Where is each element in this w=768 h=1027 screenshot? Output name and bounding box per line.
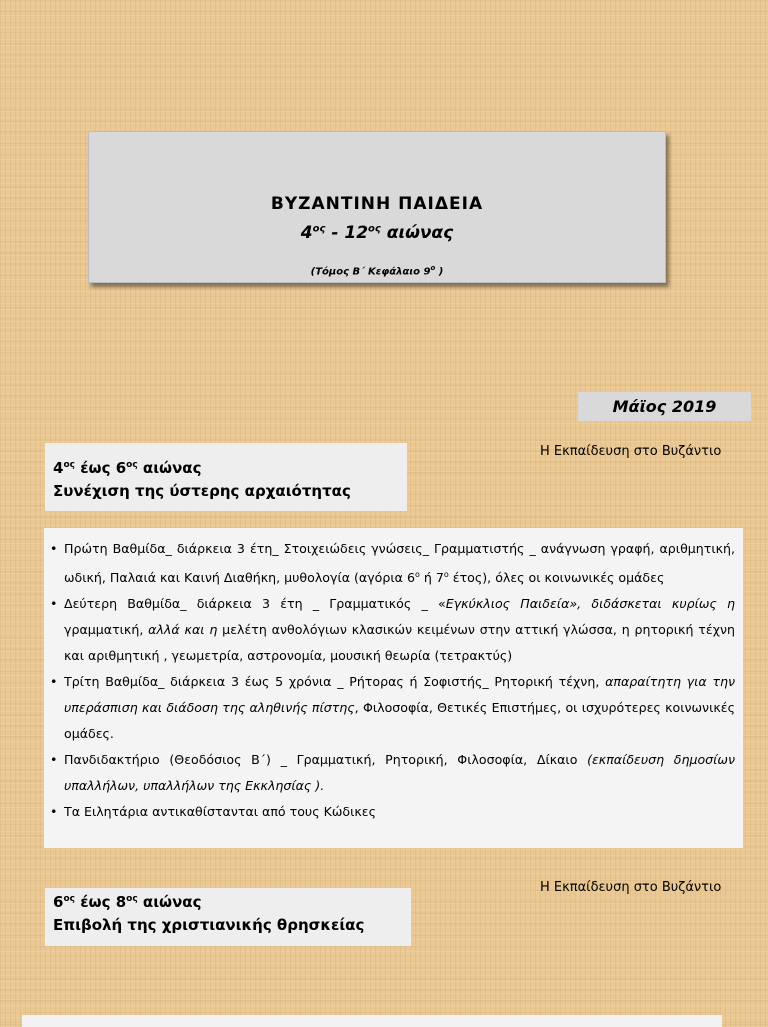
pandidaktirio-italic-b: (εκπαίδευση δημοσίων υπαλλήλων, υπαλλήλων της Εκκλησίας ). bbox=[64, 752, 735, 794]
first-level-text-d: έτος), όλες οι κοινωνικές ομάδες bbox=[448, 570, 665, 586]
period-header-1 bbox=[45, 443, 407, 511]
section-caption-2: Η Εκπαίδευση στο Βυζάντιο bbox=[540, 880, 722, 895]
period-2-to-suffix: ος bbox=[126, 894, 138, 904]
volume-note-end: ) bbox=[435, 266, 444, 278]
range-dash: - bbox=[325, 223, 345, 243]
date-badge: Μάϊος 2019 bbox=[578, 392, 751, 421]
volume-note-sup: ο bbox=[430, 264, 436, 272]
century-range bbox=[89, 223, 665, 243]
scrolls-text-b: αντικαθίστανται από τους bbox=[148, 804, 324, 820]
period-2-from: 6 bbox=[53, 893, 64, 911]
period-1-word: αιώνας bbox=[137, 459, 202, 477]
period-1-subtitle: Συνέχιση της ύστερης αρχαιότητας bbox=[53, 482, 351, 500]
next-content-panel bbox=[22, 1015, 722, 1027]
period-2-from-suffix: ος bbox=[63, 894, 75, 904]
period-1-centuries bbox=[53, 459, 202, 477]
third-level-text-a: Ρητορική τέχνη, bbox=[488, 674, 606, 690]
period-1-from: 4 bbox=[53, 459, 64, 477]
period-2-subtitle: Επιβολή της χριστιανικής θρησκείας bbox=[53, 916, 365, 934]
list-item-third-level bbox=[50, 669, 735, 747]
period-1-to-suffix: ος bbox=[126, 460, 138, 470]
first-level-text-b: _ ανάγνωση γραφή, αριθμητική, ωδική, Παλαιά και Καινή Διαθήκη, μυθολογία (αγόρια 6 bbox=[64, 541, 736, 586]
second-level-emphasis: (τετρακτύς) bbox=[434, 648, 513, 664]
scrolls-term: Ειλητάρια bbox=[84, 804, 149, 820]
second-level-text-a: γραμματική, bbox=[64, 622, 149, 638]
period-1-from-suffix: ος bbox=[63, 460, 75, 470]
second-level-curriculum-rest: , διδάσκεται κυρίως η bbox=[577, 596, 735, 612]
list-item-second-level bbox=[50, 591, 735, 669]
education-levels-list bbox=[44, 528, 743, 825]
list-item-pandidaktirio bbox=[50, 747, 735, 799]
list-item-first-level bbox=[50, 536, 735, 591]
third-level-italic-b: απαραίτητη για την υπεράσπιση και διάδοση της αληθινής πίστης bbox=[64, 674, 735, 716]
first-level-text-c: ή 7 bbox=[419, 570, 444, 586]
first-level-teacher: Γραμματιστής bbox=[434, 541, 525, 556]
title-card bbox=[88, 131, 666, 283]
period-2-word: αιώνας bbox=[137, 893, 202, 911]
range-end-suffix: ος bbox=[368, 223, 381, 235]
codices-term: Κώδικες bbox=[323, 804, 376, 820]
range-start: 4 bbox=[300, 223, 313, 243]
period-2-centuries bbox=[53, 893, 202, 911]
volume-note bbox=[89, 264, 665, 277]
first-level-sup-1: ο bbox=[414, 570, 420, 579]
period-2-middle: έως 8 bbox=[74, 893, 127, 911]
section-caption-1: Η Εκπαίδευση στο Βυζάντιο bbox=[540, 444, 722, 459]
third-level-heading: Τρίτη Βαθμίδα_ διάρκεια 3 έως 5 χρόνια _ Ρήτορας ή Σοφιστής_ bbox=[64, 674, 489, 690]
range-word: αιώνας bbox=[380, 223, 454, 243]
first-level-sup-2: ο bbox=[443, 570, 449, 579]
second-level-italic-b: αλλά και η bbox=[148, 622, 218, 638]
third-level-text-c: , Φιλοσοφία, Θετικές Επιστήμες, οι ισχυρότερες κοινωνικές ομάδες. bbox=[64, 700, 735, 742]
list-item-scrolls-codices bbox=[50, 799, 735, 825]
education-levels-panel bbox=[44, 528, 743, 848]
second-level-text-c: μελέτη ανθολόγιων κλασικών κειμένων στην αττική γλώσσα, η ρητορική τέχνη και αριθμητική , γεωμετρία, αστρονομία, μουσική θεωρία bbox=[64, 622, 735, 664]
second-level-heading: Δεύτερη Βαθμίδα_ διάρκεια 3 έτη _ Γραμματικός _ « bbox=[64, 596, 446, 612]
page-title: ΒΥΖΑΝΤΙΝΗ ΠΑΙΔΕΙΑ bbox=[270, 194, 484, 214]
period-1-middle: έως 6 bbox=[74, 459, 127, 477]
first-level-heading: Πρώτη Βαθμίδα_ διάρκεια 3 έτη_ bbox=[64, 541, 279, 556]
pandidaktirio-heading: Πανδιδακτήριο bbox=[64, 752, 160, 768]
period-header-2 bbox=[45, 888, 411, 946]
pandidaktirio-text-a: (Θεοδόσιος Β΄) _ Γραμματική, Ρητορική, Φιλοσοφία, Δίκαιο bbox=[159, 752, 588, 768]
first-level-text-a: Στοιχειώδεις γνώσεις_ bbox=[278, 541, 435, 556]
second-level-curriculum: Εγκύκλιος Παιδεία» bbox=[445, 596, 578, 612]
scrolls-text-a: Τα bbox=[64, 804, 84, 820]
range-start-suffix: ος bbox=[312, 223, 326, 235]
volume-note-text: (Τόμος Β΄ Κεφάλαιο 9 bbox=[310, 266, 431, 278]
range-end: 12 bbox=[344, 223, 369, 243]
